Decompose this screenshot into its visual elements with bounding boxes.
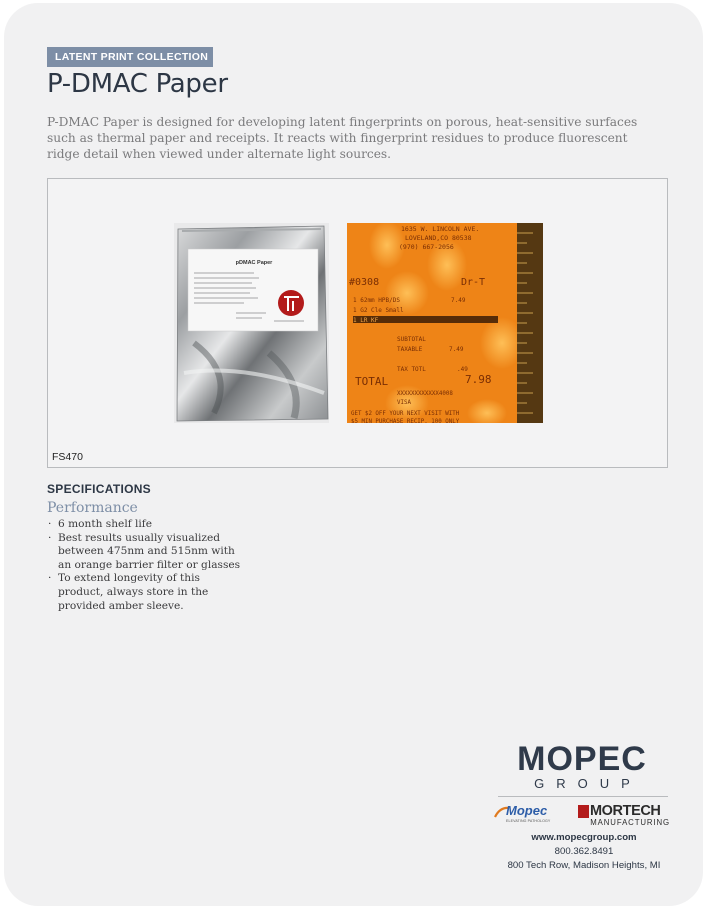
receipt-line: (970) 667-2056 (399, 243, 454, 251)
receipt-line: 1 LR KF (353, 317, 379, 324)
performance-subheading: Performance (47, 500, 138, 516)
website-link[interactable]: www.mopecgroup.com (531, 832, 637, 843)
product-image-panel (47, 178, 668, 468)
receipt-line: TAX TOTL (397, 366, 426, 373)
page-title: P-DMAC Paper (47, 69, 228, 99)
receipt-line: TAXABLE (397, 346, 423, 353)
receipt-line: SUBTOTAL (397, 336, 426, 343)
mopec-tagline: ELEVATING PATHOLOGY (506, 819, 551, 823)
receipt-line: 1 62mm HPB/DS (353, 297, 400, 304)
product-description: P-DMAC Paper is designed for developing latent fingerprints on porous, heat-sensitive surfaces such as thermal paper and receipts. It reacts with fingerprint residues to produce fluorescent ridge detail when viewed under alternate light sources. (47, 115, 638, 161)
mortech-name: MORTECH (590, 803, 661, 819)
receipt-line: VISA (397, 400, 411, 406)
mopec-group-wordmark: MOPEC (517, 740, 647, 778)
receipt-line: TOTAL (355, 375, 389, 388)
specifications-heading: SPECIFICATIONS (47, 482, 151, 496)
receipt-line: 7.98 (465, 373, 492, 386)
performance-list (47, 518, 247, 613)
mortech-sub-logo (578, 803, 674, 827)
logo-divider (498, 796, 668, 797)
brand-seal-icon (278, 290, 304, 316)
list-item: · To extend longevity of this product, always store in the provided amber sleeve. (47, 572, 247, 613)
receipt-line: $5 MIN PURCHASE RECIP. 100 ONLY (351, 419, 460, 423)
product-pouch-image (174, 223, 329, 423)
receipt-line: Dr-T (461, 277, 486, 288)
product-sheet (4, 3, 703, 906)
receipt-line: XXXXXXXXXXXX4008 (397, 391, 453, 397)
receipt-line: 7.49 (449, 346, 464, 353)
receipt-line: LOVELAND,CO 80538 (405, 234, 472, 242)
receipt-line: 7.49 (451, 297, 466, 304)
receipt-line: GET $2 OFF YOUR NEXT VISIT WITH (351, 411, 460, 417)
mopec-name: Mopec (506, 803, 548, 818)
mopec-sub-logo (494, 803, 558, 827)
mortech-tagline: MANUFACTURING (590, 818, 670, 827)
mortech-mark-icon (578, 805, 589, 818)
collection-tag: LATENT PRINT COLLECTION (47, 47, 213, 67)
list-item: · 6 month shelf life (47, 518, 247, 532)
product-sku: FS470 (52, 451, 83, 463)
receipt-line: 1 G2 Cle Small (353, 307, 404, 314)
receipt-line: .49 (457, 366, 468, 373)
list-item: · Best results usually visualized between 475nm and 515nm with an orange barrier filter or glasses (47, 532, 247, 573)
group-wordmark: GROUP (534, 776, 642, 791)
receipt-line: 1635 W. LINCOLN AVE. (401, 225, 480, 233)
phone-number: 800.362.8491 (554, 846, 614, 857)
contact-info (492, 831, 676, 873)
receipt-line: #0308 (349, 277, 380, 288)
pouch-label: pDMAC Paper (235, 260, 273, 266)
fluorescent-receipt-image (347, 223, 543, 423)
address: 800 Tech Row, Madison Heights, MI (507, 860, 661, 871)
